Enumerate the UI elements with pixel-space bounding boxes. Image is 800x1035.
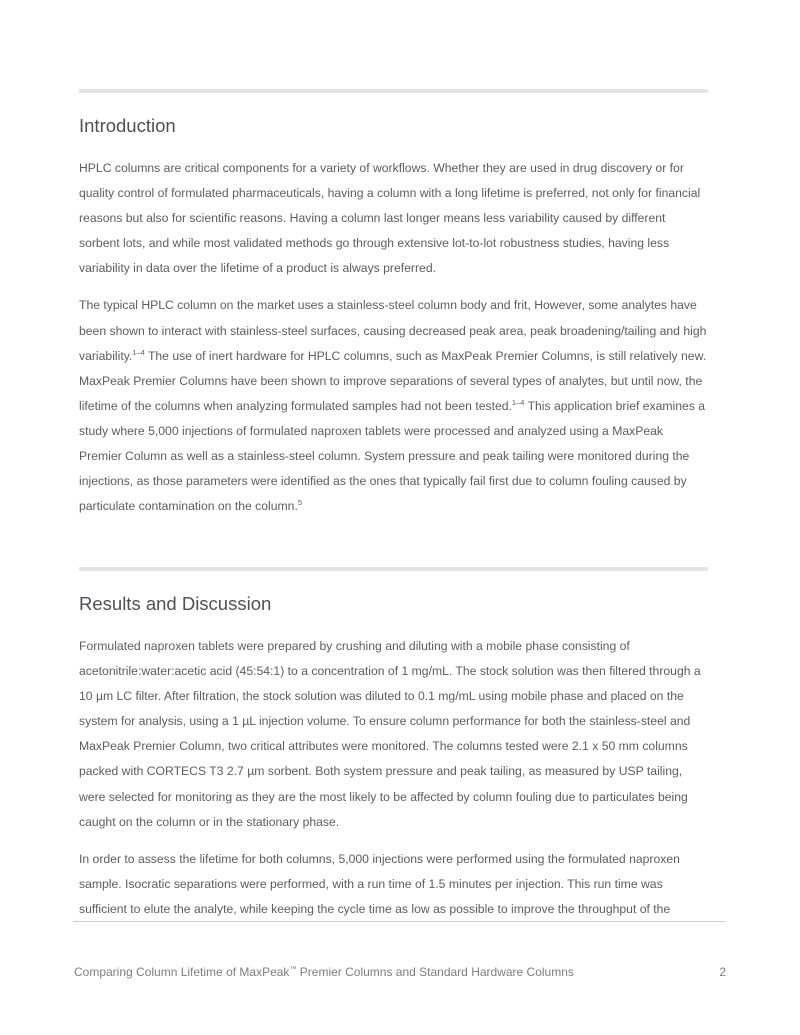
results-section — [79, 567, 708, 922]
paragraph: In order to assess the lifetime for both columns, 5,000 injections were performed using the formulated naproxen sample. Isocratic separations were performed, with a run time of 1.5 minutes per injection. This run time was sufficient to elute the analyte, while keeping the cycle time as low as possible to improve the throughput of the — [79, 851, 680, 916]
paragraph — [79, 293, 708, 519]
reference-superscript: 1–4 — [511, 397, 525, 407]
trademark-symbol: ™ — [289, 966, 297, 973]
footer-title — [74, 965, 574, 979]
section-heading: Introduction — [79, 115, 176, 136]
page-footer — [74, 965, 726, 979]
paragraph-text: This application brief examines a study where 5,000 injections of formulated naproxen tablets were processed and analyzed using a MaxPeak Premier Column as well as a stainless-steel column. System pressure and peak tailing were monitored during the injections, as those parameters were identified as the ones that typically fail first due to column fouling caused by particulate contamination on the column. — [79, 398, 706, 514]
section-heading: Results and Discussion — [79, 593, 272, 614]
reference-superscript: 5 — [297, 498, 302, 508]
page-number: 2 — [719, 965, 726, 979]
paragraph: Formulated naproxen tablets were prepared by crushing and diluting with a mobile phase consisting of acetonitrile:water:acetic acid (45:54:1) to a concentration of 1 mg/mL. The stock solution was then filtered through a 10 µm LC filter. After filtration, the stock solution was diluted to 0.1 mg/mL using mobile phase and placed on the system for analysis, using a 1 µL injection volume. To ensure column performance for both the stainless-steel and MaxPeak Premier Column, two critical attributes were monitored. The columns tested were 2.1 x 50 mm columns packed with CORTECS T3 2.7 µm sorbent. Both system pressure and peak tailing, as measured by USP tailing, were selected for monitoring as they are the most likely to be affected by column fouling due to particulates being caught on the column or in the stationary phase. — [79, 639, 701, 829]
footer-title-text: Premier Columns and Standard Hardware Columns — [296, 965, 574, 979]
reference-superscript: 1–4 — [132, 347, 145, 357]
footer-title-text: Comparing Column Lifetime of MaxPeak — [74, 965, 290, 979]
paragraph-text: The use of inert hardware for HPLC columns, such as MaxPeak Premier Columns, is still relatively new. MaxPeak Premier Columns have been shown to improve separations of several types of analytes, but until now, the lifetime of the columns when analyzing formulated samples had not been tested. — [79, 348, 707, 413]
section-divider — [79, 89, 708, 93]
paragraph: HPLC columns are critical components for a variety of workflows. Whether they are used in drug discovery or for quality control of formulated pharmaceuticals, having a column with a long lifetime is preferred, not only for financial reasons but also for scientific reasons. Having a column last longer means less variability caused by different sorbent lots, and while most validated methods go through extensive lot-to-lot robustness studies, having less variability in data over the lifetime of a product is always preferred. — [79, 161, 701, 276]
introduction-section — [79, 89, 708, 519]
section-divider — [79, 567, 708, 571]
footer-divider — [73, 921, 726, 922]
paragraph-text: The typical HPLC column on the market uses a stainless-steel column body and frit, However, some analytes have been shown to interact with stainless-steel surfaces, causing decreased peak area, peak broadening/tailing and high variability. — [79, 298, 707, 363]
